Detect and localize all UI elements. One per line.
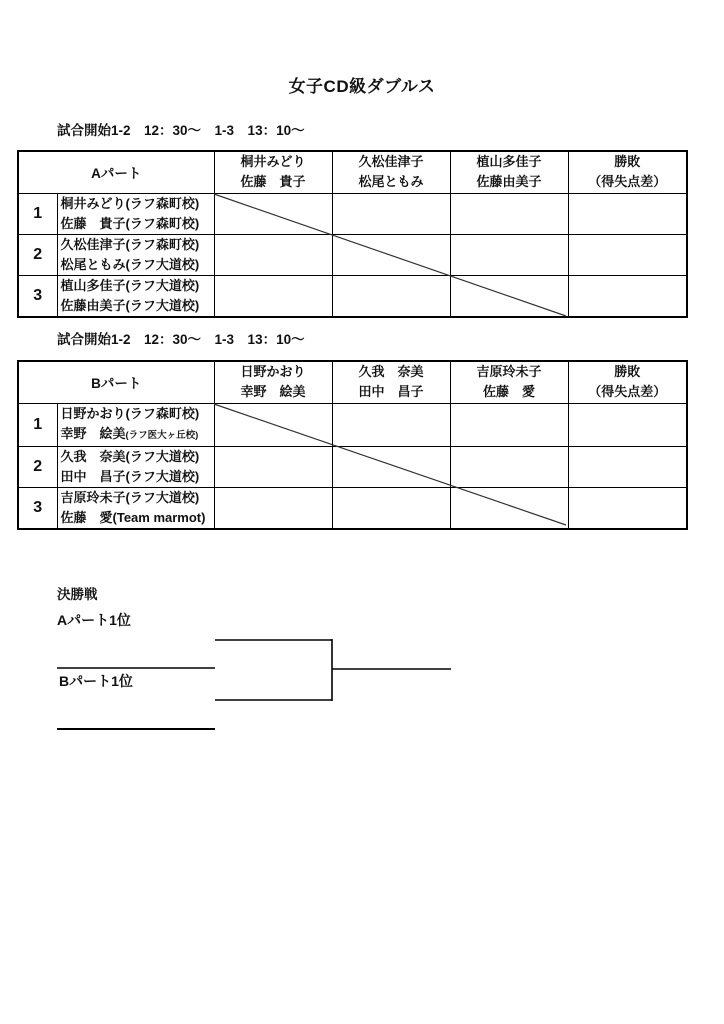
score-cell-a-3v1 — [214, 275, 332, 317]
player-club: (ラフ森町校) — [125, 215, 200, 231]
seed-number-a1: 1 — [18, 193, 57, 234]
round-robin-table-b — [17, 360, 688, 530]
score-cell-b-1v1 — [214, 403, 332, 446]
table-b-header-row — [18, 361, 687, 403]
opponent-a1-player2: 佐藤 貴子 — [240, 174, 306, 190]
score-cell-b-2v2 — [332, 446, 450, 487]
opponent-b1-player2: 幸野 絵美 — [240, 384, 306, 400]
player-name: 田中 昌子 — [60, 468, 126, 484]
player-club: (Team marmot) — [112, 509, 206, 525]
table-a-row-2 — [18, 234, 687, 275]
team-cell-a2 — [57, 234, 214, 275]
opponent-b3-player1: 吉原玲未子 — [476, 364, 542, 380]
score-cell-a-1v3 — [450, 193, 568, 234]
player-name: 佐藤 愛 — [60, 509, 113, 525]
table-a-header-row — [18, 151, 687, 193]
player-club: (ラフ大道校) — [125, 297, 200, 313]
score-cell-a-3v2 — [332, 275, 450, 317]
player-club: (ラフ森町校) — [125, 405, 200, 421]
player-club: (ラフ森町校) — [125, 236, 200, 252]
score-cell-a-1v2 — [332, 193, 450, 234]
opponent-header-b2 — [332, 361, 450, 403]
result-cell-b-2 — [568, 446, 687, 487]
table-b-row-3 — [18, 487, 687, 529]
player-name: 久松佳津子 — [60, 236, 126, 252]
opponent-a2-player1: 久松佳津子 — [358, 154, 424, 170]
score-cell-b-1v2 — [332, 403, 450, 446]
part-label-a: Aパート — [18, 151, 214, 193]
player-name: 幸野 絵美 — [60, 425, 126, 441]
player-name: 松尾ともみ — [60, 256, 126, 272]
finals-heading: 決勝戦 — [57, 587, 98, 602]
score-cell-b-3v2 — [332, 487, 450, 529]
score-cell-a-2v1 — [214, 234, 332, 275]
opponent-b1-player1: 日野かおり — [240, 364, 306, 380]
seed-number-b1: 1 — [18, 403, 57, 446]
score-cell-b-3v1 — [214, 487, 332, 529]
player-name: 日野かおり — [60, 405, 126, 421]
opponent-b3-player2: 佐藤 愛 — [482, 384, 535, 400]
seed-number-b2: 2 — [18, 446, 57, 487]
result-header-b-line2: （得失点差） — [588, 384, 667, 400]
player-club: (ラフ大道校) — [125, 448, 200, 464]
schedule-line-b: 試合開始1-2 12：30～ 1-3 13：10～ — [57, 332, 305, 347]
part-label-b: Bパート — [18, 361, 214, 403]
score-cell-a-2v2 — [332, 234, 450, 275]
score-cell-a-2v3 — [450, 234, 568, 275]
page-title: 女子CD級ダブルス — [288, 77, 436, 96]
score-cell-a-3v3 — [450, 275, 568, 317]
round-robin-table-a — [17, 150, 688, 318]
seed-number-b3: 3 — [18, 487, 57, 529]
result-header-a — [568, 151, 687, 193]
opponent-header-a3 — [450, 151, 568, 193]
result-header-b — [568, 361, 687, 403]
opponent-a2-player2: 松尾ともみ — [358, 174, 424, 190]
team-cell-a3 — [57, 275, 214, 317]
team-cell-b3 — [57, 487, 214, 529]
player-name: 桐井みどり — [60, 195, 126, 211]
score-cell-b-2v3 — [450, 446, 568, 487]
result-cell-a-1 — [568, 193, 687, 234]
player-name: 植山多佳子 — [60, 277, 126, 293]
result-cell-a-3 — [568, 275, 687, 317]
player-club: (ラフ大道校) — [125, 256, 200, 272]
seed-number-a2: 2 — [18, 234, 57, 275]
opponent-a3-player1: 植山多佳子 — [476, 154, 542, 170]
player-name: 佐藤由美子 — [60, 297, 126, 313]
result-header-b-line1: 勝敗 — [614, 364, 641, 380]
table-a-row-3 — [18, 275, 687, 317]
opponent-b2-player1: 久我 奈美 — [358, 364, 424, 380]
finals-slot-b-label: Bパート1位 — [59, 673, 133, 689]
result-header-a-line1: 勝敗 — [614, 154, 641, 170]
opponent-header-a2 — [332, 151, 450, 193]
opponent-a1-player1: 桐井みどり — [240, 154, 306, 170]
opponent-b2-player2: 田中 昌子 — [358, 384, 424, 400]
player-club: (ラフ大道校) — [125, 489, 200, 505]
score-cell-b-3v3 — [450, 487, 568, 529]
player-name: 吉原玲未子 — [60, 489, 126, 505]
player-club: (ラフ大道校) — [125, 277, 200, 293]
table-b-row-2 — [18, 446, 687, 487]
table-b-row-1 — [18, 403, 687, 446]
team-cell-a1 — [57, 193, 214, 234]
player-club: (ラフ森町校) — [125, 195, 200, 211]
team-cell-b2 — [57, 446, 214, 487]
seed-number-a3: 3 — [18, 275, 57, 317]
result-cell-b-3 — [568, 487, 687, 529]
finals-slot-a-label: Aパート1位 — [57, 612, 131, 628]
opponent-header-b1 — [214, 361, 332, 403]
player-name: 佐藤 貴子 — [60, 215, 126, 231]
score-cell-a-1v1 — [214, 193, 332, 234]
player-club: (ラフ医大ヶ丘校) — [125, 429, 199, 441]
team-cell-b1 — [57, 403, 214, 446]
player-name: 久我 奈美 — [60, 448, 126, 464]
schedule-line-a: 試合開始1-2 12：30～ 1-3 13：10～ — [57, 123, 305, 138]
opponent-header-b3 — [450, 361, 568, 403]
score-cell-b-1v3 — [450, 403, 568, 446]
result-header-a-line2: （得失点差） — [588, 174, 667, 190]
score-cell-b-2v1 — [214, 446, 332, 487]
player-club: (ラフ大道校) — [125, 468, 200, 484]
result-cell-a-2 — [568, 234, 687, 275]
opponent-header-a1 — [214, 151, 332, 193]
opponent-a3-player2: 佐藤由美子 — [476, 174, 542, 190]
result-cell-b-1 — [568, 403, 687, 446]
table-a-row-1 — [18, 193, 687, 234]
